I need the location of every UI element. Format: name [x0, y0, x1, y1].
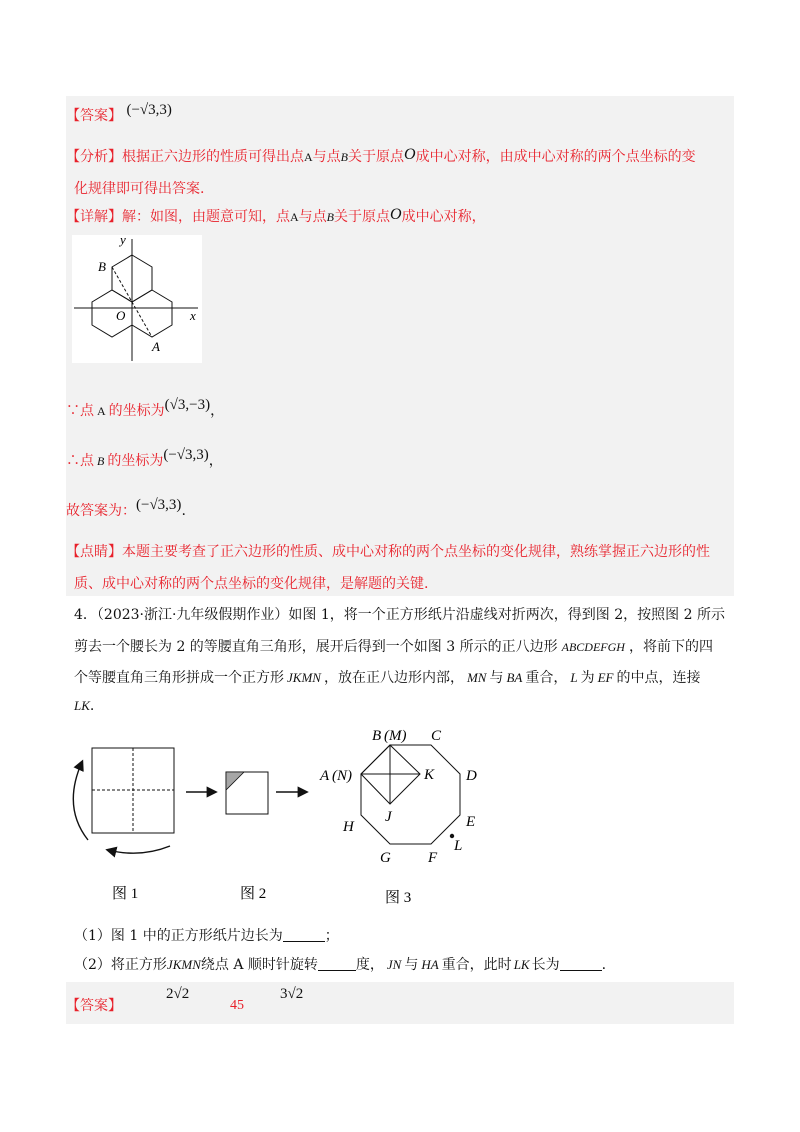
step-end: .: [181, 503, 186, 519]
q4-text: 为: [580, 670, 595, 686]
segment-ba: BA: [506, 670, 523, 685]
step-end: ，: [208, 453, 223, 469]
oct-label-l: L: [454, 838, 463, 854]
oct-label-g: G: [380, 850, 391, 866]
detail-text: 成中心对称，: [401, 209, 486, 225]
step-line-3: [66, 497, 186, 521]
oct-label-e: E: [466, 814, 476, 830]
step-prefix: ∴点: [66, 453, 94, 469]
comment-label: 【点睛】: [66, 544, 122, 560]
q4-text: ，放在正八边形内部，: [323, 670, 464, 686]
comment-line-1: [66, 542, 710, 562]
comment-text: 本题主要考查了正六边形的性质、成中心对称的两个点坐标的变化规律，熟练掌握正六边形的性: [122, 544, 710, 560]
point-b: B: [326, 210, 335, 224]
subq-2-text: 长为: [531, 957, 560, 973]
detail-text: 解：如图，由题意可知，点: [122, 209, 290, 225]
step-end: ，: [210, 403, 225, 419]
oct-label-h: H: [343, 819, 354, 835]
q4-text: .: [89, 698, 95, 714]
point-b: B: [340, 150, 349, 164]
answer-blank-2[interactable]: [318, 956, 356, 971]
subq-2-end: .: [601, 957, 607, 973]
q4-line-1: 4．（2023·浙江·九年级假期作业）如图 1，将一个正方形纸片沿虚线对折两次，得到图 2，按照图 2 所示: [74, 607, 725, 623]
label-o: O: [116, 308, 126, 323]
subq-1: [74, 926, 339, 946]
segment-lk: LK: [74, 698, 90, 713]
oct-label-n: (N): [332, 768, 352, 784]
coord-b: (−√3,3): [163, 447, 209, 463]
solution-block: [66, 96, 734, 596]
point-a: A: [290, 210, 299, 224]
oct-label-c: C: [431, 728, 442, 744]
label-b: B: [98, 259, 106, 274]
fig2-caption: 图 2: [240, 886, 267, 902]
q4-text: 的中点，连接: [616, 670, 701, 686]
oct-label-j: J: [385, 809, 392, 825]
label-a: A: [152, 339, 160, 354]
segment-ef: EF: [597, 670, 614, 685]
hexagon-left: [92, 290, 132, 337]
analysis-text: 成中心对称，由成中心对称的两个点坐标的变: [415, 149, 696, 165]
q4-line-4: [74, 696, 94, 716]
oct-label-k: K: [424, 767, 435, 783]
subq-2-text: （2）将正方形: [74, 957, 167, 973]
answer-value: (−√3,3): [126, 102, 172, 118]
segment-mn: MN: [466, 670, 487, 685]
analysis-line-1: [66, 147, 696, 167]
figure-1: [73, 748, 174, 853]
oct-label-f: F: [428, 850, 438, 866]
final-answer: (−√3,3): [136, 497, 182, 513]
q4-line-3: [74, 668, 700, 688]
subq-2-text: 度，: [355, 957, 384, 973]
analysis-text: 与点: [312, 149, 341, 165]
step-prefix: 故答案为：: [66, 503, 136, 519]
label-y: y: [120, 235, 126, 247]
analysis-line-2: 化规律即可得出答案.: [74, 181, 205, 197]
oct-label-d: D: [466, 768, 477, 784]
q4-text: 剪去一个腰长为 2 的等腰直角三角形，展开后得到一个如图 3 所示的正八边形: [74, 639, 558, 655]
comment-line-2: 质、成中心对称的两个点坐标的变化规律，是解题的关键.: [74, 576, 429, 592]
answer2-value-1: 2√2: [166, 986, 190, 1002]
answer-blank-3[interactable]: [560, 956, 602, 971]
fold-arrow-left: [73, 762, 88, 840]
square-name: JKMN: [166, 957, 201, 972]
q4-line-2: [74, 637, 713, 657]
point-o: O: [390, 206, 402, 223]
detail-text: 与点: [298, 209, 327, 225]
answer2-label: 【答案】: [66, 998, 122, 1014]
q4-text: ，将前下的四: [628, 639, 713, 655]
segment-ha: HA: [421, 957, 439, 972]
detail-text: 关于原点: [334, 209, 391, 225]
answer-block-2: [66, 982, 734, 1024]
figure-2: [226, 772, 268, 814]
point-a: A: [97, 404, 106, 418]
answer-blank-1[interactable]: [283, 927, 325, 942]
answer-label: 【答案】: [66, 108, 122, 124]
subq-2-text: 与: [404, 957, 419, 973]
step-line-2: [66, 447, 223, 471]
q4-text: 个等腰直角三角形拼成一个正方形: [74, 670, 284, 686]
analysis-text: 根据正六边形的性质可得出点: [122, 149, 304, 165]
label-x: x: [190, 308, 196, 323]
detail-line: [66, 207, 486, 227]
point-l: L: [570, 670, 578, 685]
q4-text: 重合，: [525, 670, 568, 686]
fold-arrow-bottom: [108, 846, 170, 853]
answer2-value-3: 3√2: [280, 986, 304, 1002]
square-name: JKMN: [287, 670, 321, 685]
answer-row: [66, 102, 172, 126]
oct-label-m: (M): [384, 728, 407, 744]
detail-label: 【详解】: [66, 209, 122, 225]
fig3-caption: 图 3: [385, 890, 412, 906]
figures-row: [60, 722, 500, 917]
subq-2-text: 绕点 A 顺时针旋转: [200, 957, 318, 973]
subq-2-text: 重合，此时: [441, 957, 512, 973]
oct-label-b: B: [372, 728, 382, 744]
coord-a: (√3,−3): [164, 397, 211, 413]
step-line-1: [66, 397, 225, 421]
analysis-label: 【分析】: [66, 149, 122, 165]
point-a: A: [304, 150, 313, 164]
subq-1-end: ；: [324, 928, 339, 944]
answer2-value-2: 45: [230, 998, 244, 1013]
segment-jn: JN: [386, 957, 402, 972]
figure-3-octagon: [361, 745, 460, 844]
segment-lk: LK: [513, 957, 530, 972]
hexagon-right: [132, 290, 172, 337]
point-b: B: [97, 454, 105, 468]
subq-2: [74, 955, 606, 975]
point-o: O: [404, 146, 416, 163]
analysis-text: 关于原点: [348, 149, 405, 165]
subq-1-text: （1）图 1 中的正方形纸片边长为: [74, 928, 283, 944]
step-prefix: ∵点: [66, 403, 94, 419]
oct-label-a: A: [320, 768, 330, 784]
q4-text: 与: [489, 670, 504, 686]
fig1-caption: 图 1: [112, 886, 139, 902]
hexagon-figure: [72, 235, 202, 363]
step-text: 的坐标为: [108, 403, 165, 419]
step-text: 的坐标为: [107, 453, 164, 469]
octagon-name: ABCDEFGH: [561, 640, 625, 654]
